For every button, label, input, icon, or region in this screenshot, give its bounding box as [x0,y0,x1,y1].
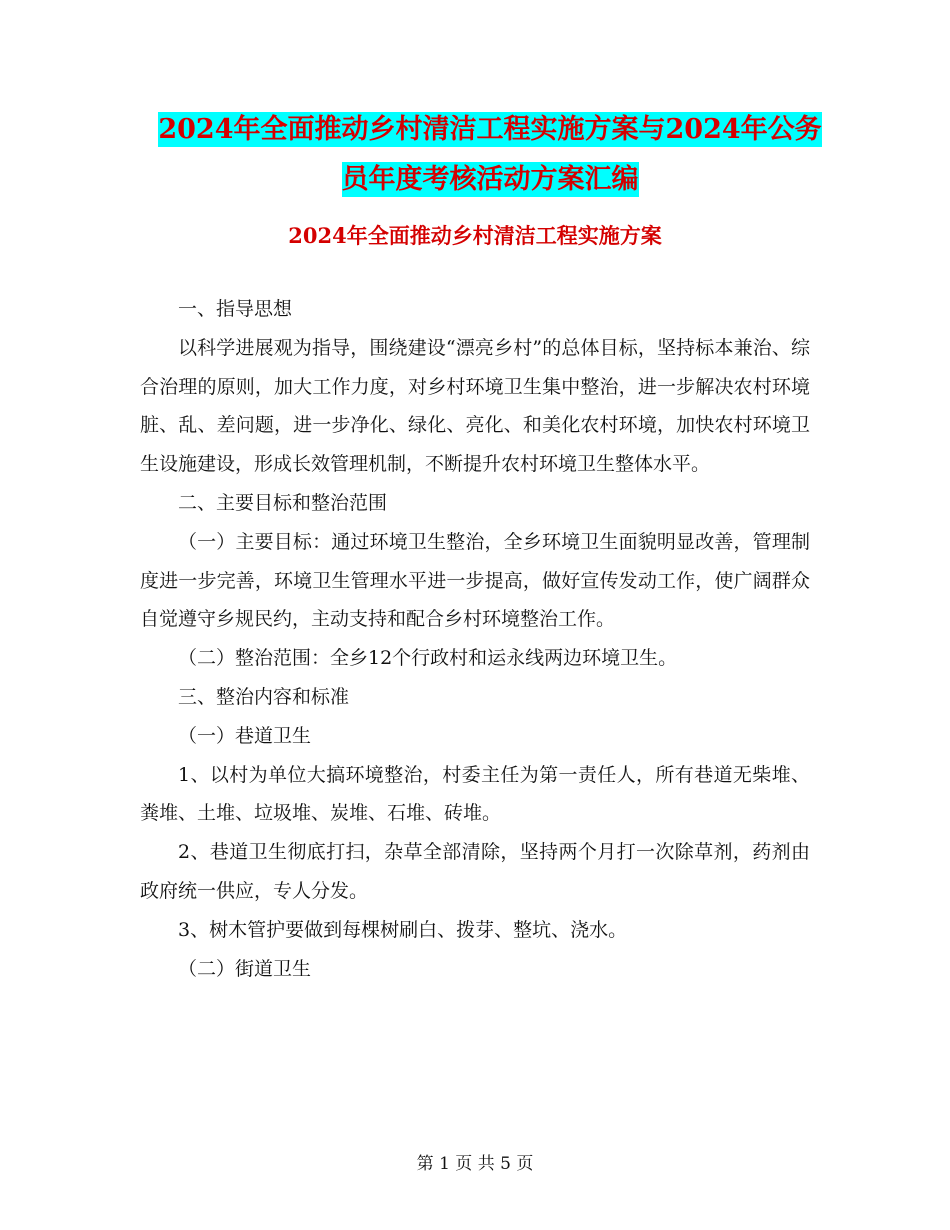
heading-content-standards: 三、整治内容和标准 [178,685,350,708]
heading-alley-sanitation: （一）巷道卫生 [178,724,312,747]
paragraph-scope: （二）整治范围：全乡12个行政村和运永线两边环境卫生。 [178,647,678,670]
heading-guiding-ideology: 一、指导思想 [178,298,293,320]
paragraph-item-1: 1、以村为单位大搞环境整治，村委主任为第一责任人，所有巷道无柴堆、粪堆、土堆、垃圾堆、炭堆、石堆、砖堆。 [140,763,810,825]
heading-goals-scope: 二、主要目标和整治范围 [178,491,388,514]
paragraph-item-2: 2、巷道卫生彻底打扫，杂草全部清除，坚持两个月打一次除草剂，药剂由政府统一供应，专人分发。 [140,841,810,902]
page-footer: 第 1 页 共 5 页 [416,1154,534,1174]
document-title-line-2: 员年度考核活动方案汇编 [341,164,639,195]
document-title [140,105,840,205]
document-title-line-1: 2024年全面推动乡村清洁工程实施方案与2024年公务 [158,114,822,145]
paragraph-main-goals: （一）主要目标：通过环境卫生整治，全乡环境卫生面貌明显改善，管理制度进一步完善，环境卫生管理水平进一步提高，做好宣传发动工作，使广阔群众自觉遵守乡规民约，主动支持和配合乡村环境整治工作。 [140,530,810,631]
document-body [140,290,810,988]
paragraph-guiding-ideology: 以科学进展观为指导，围绕建设“漂亮乡村”的总体目标，坚持标本兼治、综合治理的原则，加大工作力度，对乡村环境卫生集中整治，进一步解决农村环境脏、乱、差问题，进一步净化、绿化、亮化、和美化农村环境，加快农村环境卫生设施建设，形成长效管理机制，不断提升农村环境卫生整体水平。 [140,336,810,476]
heading-street-sanitation: （二）街道卫生 [178,957,312,980]
section-title: 2024年全面推动乡村清洁工程实施方案 [288,223,662,248]
paragraph-item-3: 3、树木管护要做到每棵树刷白、拨芽、整坑、浇水。 [178,918,628,941]
